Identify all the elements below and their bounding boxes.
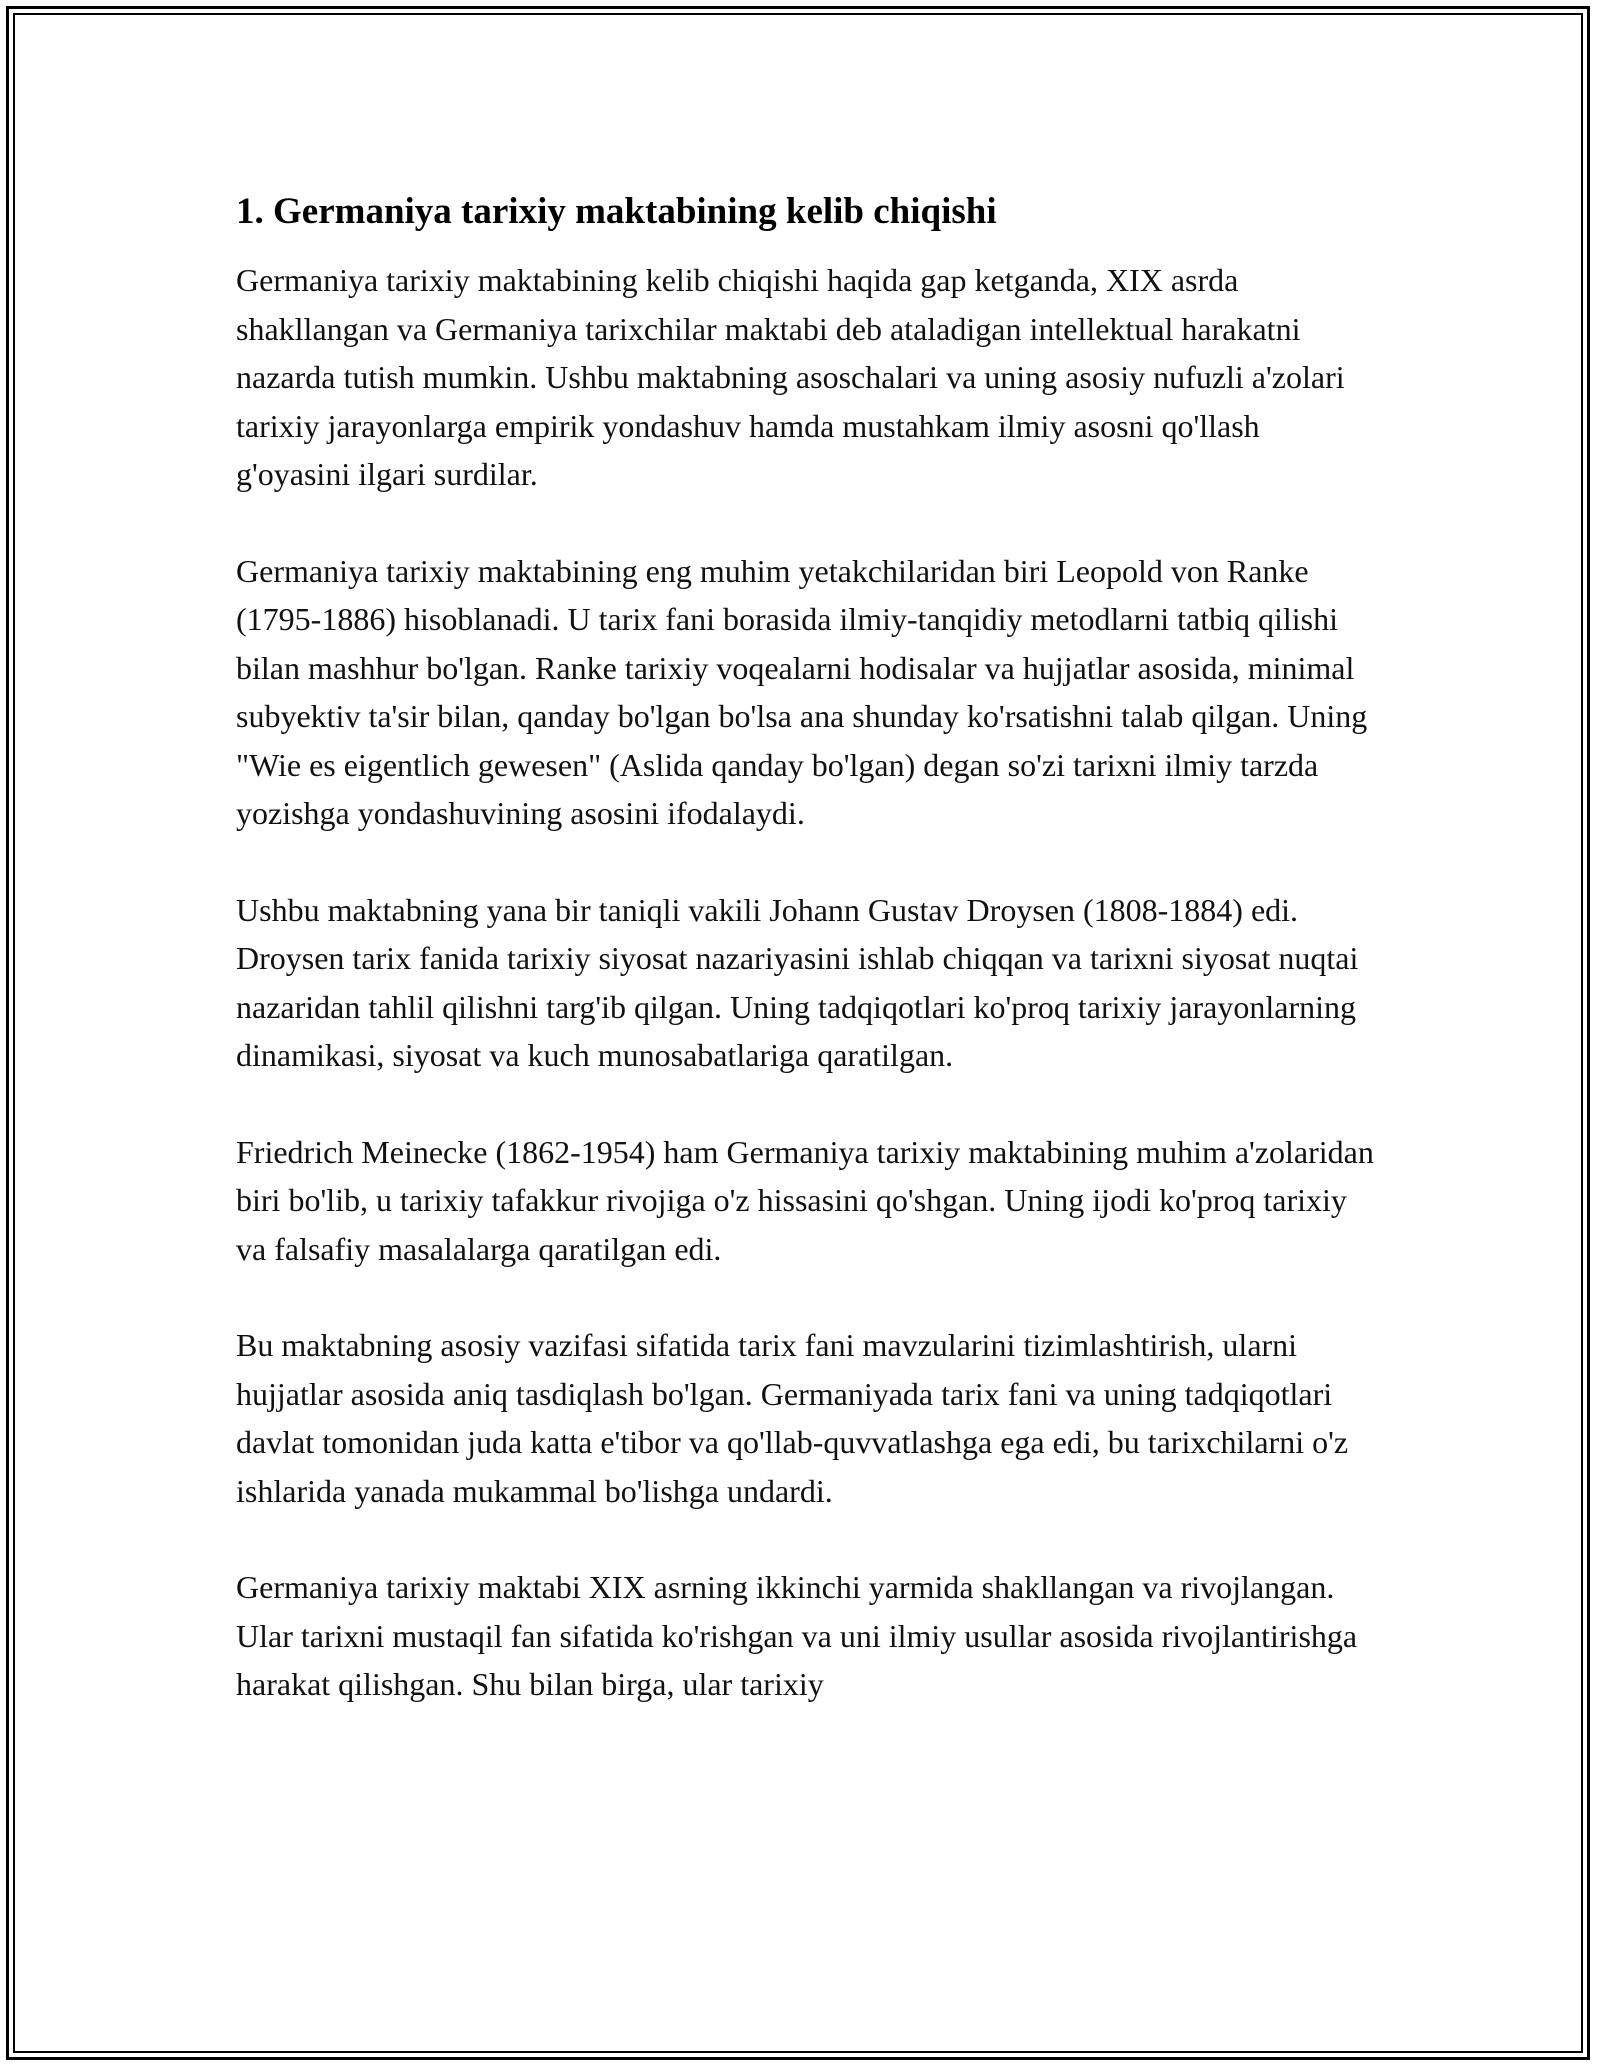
paragraph-intro: Germaniya tarixiy maktabining kelib chiqishi haqida gap ketganda, XIX asrda shakllangan va Germaniya tarixchilar maktabi deb ataladigan intellektual harakatni nazarda tutish mumkin. Ushbu maktabning asoschalari va uning asosiy nufuzli a'zolari tarixiy jarayonlarga empirik yondashuv hamda mustahkam ilmiy asosni qo'llash g'oyasini ilgari surdilar. bbox=[236, 262, 1345, 492]
paragraph-droysen: Ushbu maktabning yana bir taniqli vakili Johann Gustav Droysen (1808-1884) edi. Droysen tarix fanida tarixiy siyosat nazariyasini ishlab chiqqan va tarixni siyosat nuqtai nazaridan tahlil qilishni targ'ib qilgan. Uning tadqiqotlari ko'proq tarixiy jarayonlarning dinamikasi, siyosat va kuch munosabatlariga qaratilgan. bbox=[236, 891, 1359, 1073]
paragraph-ranke: Germaniya tarixiy maktabining eng muhim yetakchilaridan biri Leopold von Ranke (1795-1886) hisoblanadi. U tarix fani borasida ilmiy-tanqidiy metodlarni tatbiq qilishi bilan mashhur bo'lgan. Ranke tarixiy voqealarni hodisalar va hujjatlar asosida, minimal subyektiv ta'sir bilan, qanday bo'lgan bo'lsa ana shunday ko'rsatishni talab qilgan. Uning "Wie es eigentlich gewesen" (Aslida qanday bo'lgan) degan so'zi tarixni ilmiy tarzda yozishga yondashuvining asosini ifodalaydi. bbox=[236, 552, 1368, 831]
paragraph-development: Germaniya tarixiy maktabi XIX asrning ikkinchi yarmida shakllangan va rivojlangan. Ular tarixni mustaqil fan sifatida ko'rishgan va uni ilmiy usullar asosida rivojlantirishga harakat qilishgan. Shu bilan birga, ular tarixiy bbox=[236, 1569, 1358, 1702]
paragraph-meinecke: Friedrich Meinecke (1862-1954) ham Germaniya tarixiy maktabining muhim a'zolaridan biri bo'lib, u tarixiy tafakkur rivojiga o'z hissasini qo'shgan. Uning ijodi ko'proq tarixiy va falsafiy masalalarga qaratilgan edi. bbox=[236, 1133, 1374, 1267]
section-heading: 1. Germaniya tarixiy maktabining kelib chiqishi bbox=[236, 191, 997, 232]
document-body bbox=[236, 186, 1376, 1757]
paragraph-school-tasks: Bu maktabning asosiy vazifasi sifatida tarix fani mavzularini tizimlashtirish, ularni hujjatlar asosida aniq tasdiqlash bo'lgan. Germaniyada tarix fani va uning tadqiqotlari davlat tomonidan juda katta e'tibor va qo'llab-quvvatlashga ega edi, bu tarixchilarni o'z ishlarida yanada mukammal bo'lishga undardi. bbox=[236, 1327, 1349, 1509]
